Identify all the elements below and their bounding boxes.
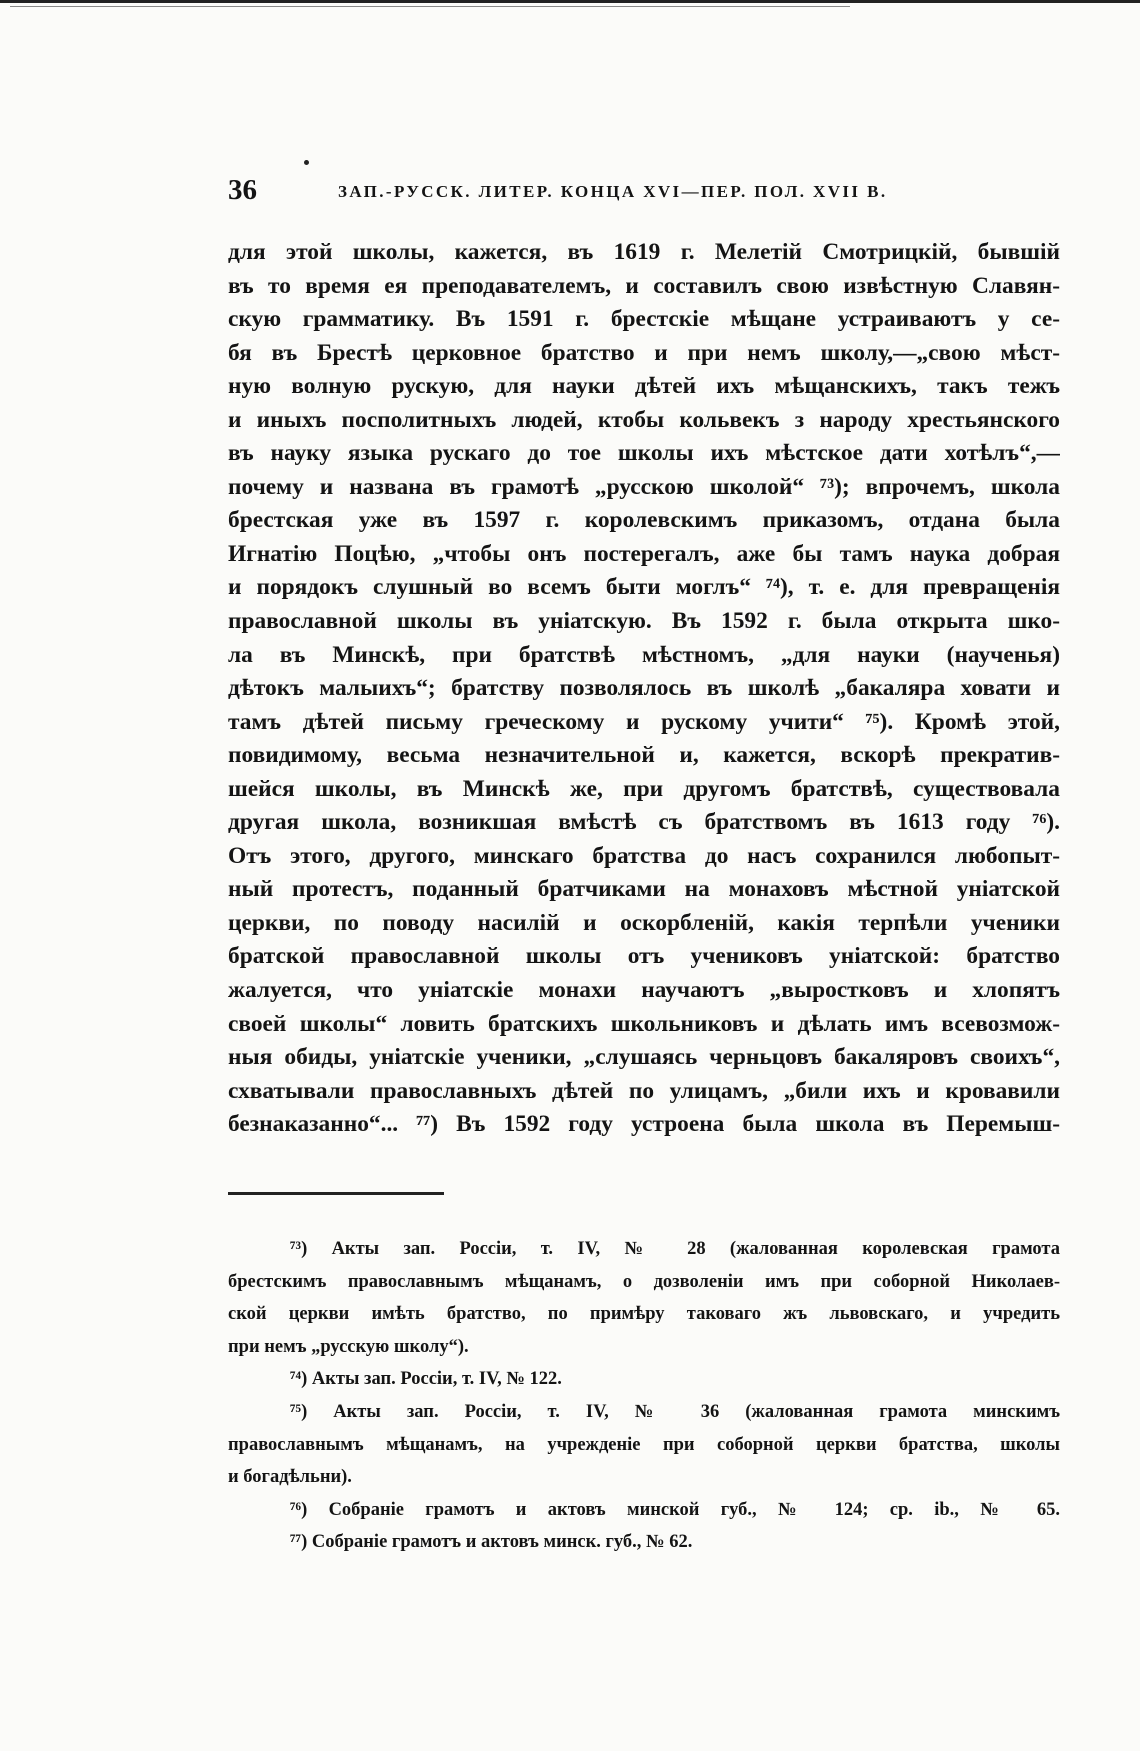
text-line: скую грамматику. Въ 1591 г. брестскіе мѣщане устраиваютъ у се- (228, 306, 1060, 333)
footnote-line: ⁷⁷) Собраніе грамотъ и актовъ минск. губ., № 62. (290, 1532, 693, 1553)
footnote-line: ⁷⁴) Акты зап. Россіи, т. IV, № 122. (290, 1369, 562, 1390)
text-line: схватывали православныхъ дѣтей по улицамъ, „били ихъ и кровавили (228, 1077, 1060, 1104)
text-line: для этой школы, кажется, въ 1619 г. Мелетій Смотрицкій, бывшій (228, 239, 1060, 265)
footnote-line: ⁷³) Акты зап. Россіи, т. IV, № 28 (жалованная королевская грамота (290, 1239, 1060, 1259)
text-line: тамъ дѣтей письму греческому и рускому учити“ ⁷⁵). Кромѣ этой, (228, 708, 1060, 735)
top-edge-rule (0, 0, 1140, 3)
text-line: другая школа, возникшая вмѣстѣ съ братствомъ въ 1613 году ⁷⁶). (228, 809, 1060, 836)
text-line: Отъ этого, другого, минскаго братства до насъ сохранился любопыт- (228, 842, 1060, 869)
text-line: дѣтокъ малыихъ“; братству позволялось въ школѣ „бакаляра ховати и (228, 675, 1060, 702)
footnote-line: и богадѣльни). (228, 1467, 352, 1488)
footnote-line: ⁷⁵) Акты зап. Россіи, т. IV, № 36 (жалованная грамота минскимъ (290, 1401, 1060, 1422)
footnote-line: ской церкви имѣть братство, по примѣру таковаго жъ львовскаго, и учредить (228, 1304, 1060, 1325)
text-line: бя въ Брестѣ церковное братство и при немъ школу,—„свою мѣст- (228, 339, 1060, 366)
text-line: и порядокъ слушный во всемъ быти моглъ“ ⁷⁴), т. е. для превращенія (228, 574, 1060, 601)
text-line: шейся школы, въ Минскѣ же, при другомъ братствѣ, существовала (228, 775, 1060, 802)
footnote-line: ⁷⁶) Собраніе грамотъ и актовъ минской губ., № 124; ср. ib., № 65. (290, 1499, 1060, 1520)
text-line: церкви, по поводу насилій и оскорбленій, какія терпѣли ученики (228, 909, 1060, 936)
text-line: ный протестъ, поданный братчиками на монаховъ мѣстной уніатской (228, 876, 1060, 903)
text-line: ную волную рускую, для науки дѣтей ихъ мѣщанскихъ, такъ тежъ (228, 373, 1060, 400)
text-line: почему и названа въ грамотѣ „русскою школой“ ⁷³); впрочемъ, школа (228, 473, 1060, 500)
top-edge-rule-thin (10, 6, 850, 7)
text-line: повидимому, весьма незначительной и, кажется, вскорѣ прекратив- (228, 742, 1060, 769)
ink-dot (304, 160, 309, 165)
text-line: въ то время ея преподавателемъ, и составилъ свою извѣстную Славян- (228, 272, 1060, 299)
text-line: жалуется, что уніатскіе монахи научаютъ „выростковъ и хлопятъ (228, 977, 1060, 1004)
text-line: брестская уже въ 1597 г. королевскимъ приказомъ, отдана была (228, 507, 1060, 534)
page-number: 36 (228, 174, 257, 206)
page-header (228, 174, 1060, 214)
footnote-separator (228, 1192, 444, 1195)
footnote-line: православнымъ мѣщанамъ, на учрежденіе при соборной церкви братства, школы (228, 1434, 1060, 1455)
text-line: безнаказанно“... ⁷⁷) Въ 1592 году устроена была школа въ Перемыш- (228, 1111, 1060, 1138)
text-line: своей школы“ ловить братскихъ школьниковъ и дѣлать имъ всевозмож- (228, 1010, 1060, 1037)
text-line: Игнатію Поцѣю, „чтобы онъ постерегалъ, аже бы тамъ наука добрая (228, 540, 1060, 567)
text-line: въ науку языка рускаго до тое школы ихъ мѣстское дати хотѣлъ“,— (228, 440, 1060, 467)
footnote-line: брестскимъ православнымъ мѣщанамъ, о дозволеніи имъ при соборной Николаев- (228, 1271, 1060, 1292)
text-line: и иныхъ посполитныхъ людей, ктобы кольвекъ з народу хрестьянского (228, 406, 1060, 433)
main-text (228, 236, 1060, 1142)
footnotes (228, 1233, 1060, 1559)
text-line: ныя обиды, уніатскіе ученики, „слушаясь черньцовъ бакаляровъ своихъ“, (228, 1044, 1060, 1071)
text-line: православной школы въ уніатскую. Въ 1592 г. была открыта шко- (228, 608, 1060, 635)
text-line: ла въ Минскѣ, при братствѣ мѣстномъ, „для науки (наученья) (228, 641, 1060, 668)
text-line: братской православной школы отъ учениковъ уніатской: братство (228, 943, 1060, 970)
footnote-line: при немъ „русскую школу“). (228, 1336, 469, 1357)
running-title: ЗАП.-РУССК. ЛИТЕР. КОНЦА XVI—ПЕР. ПОЛ. XVII В. (338, 182, 888, 201)
